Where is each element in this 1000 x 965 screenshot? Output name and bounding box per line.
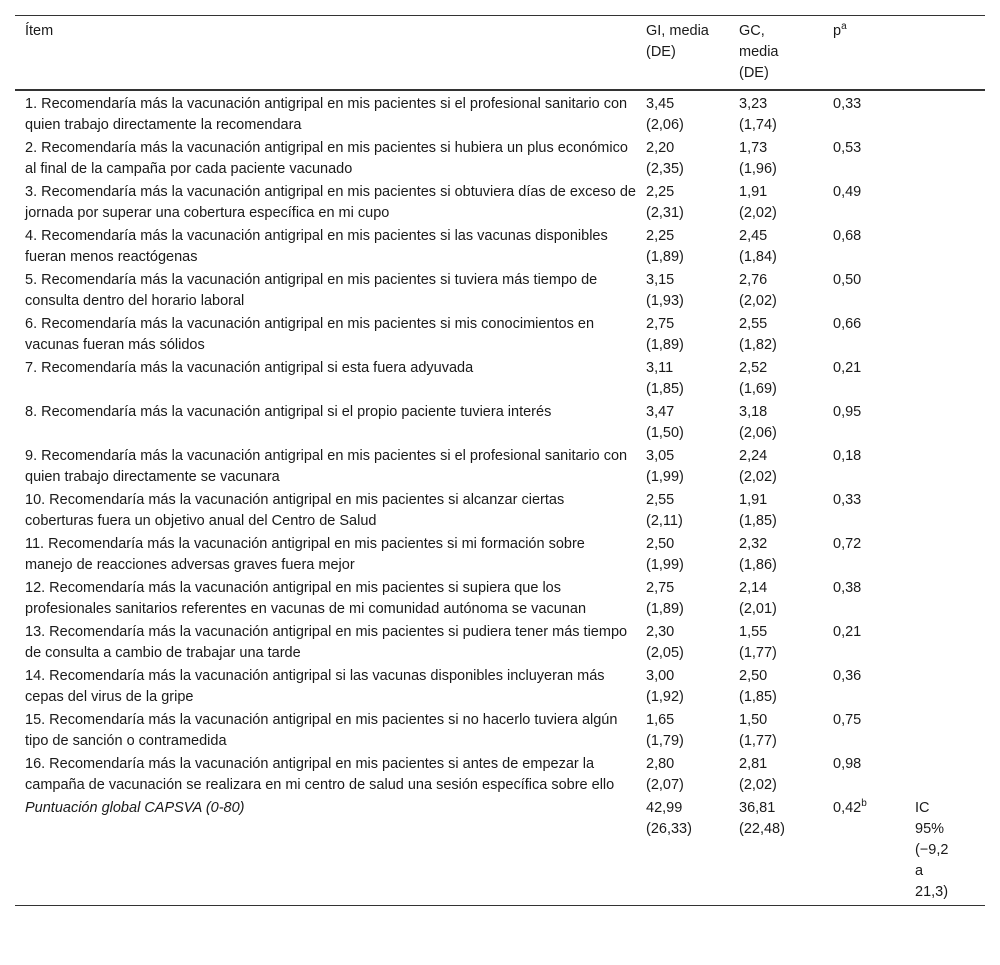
gi-cell [636, 402, 729, 446]
total-ci-2: 95% [915, 821, 945, 837]
item-text: 16. Recomendaría más la vacunación antigripal en mis pacientes si antes de empezar la campaña de vacunación se realizara en mi centro de salud una sesión específica sobre ello [25, 756, 615, 793]
item-text: 5. Recomendaría más la vacunación antigripal en mis pacientes si tuviera más tiempo de consulta dentro del horario laboral [25, 272, 598, 309]
gi-sd: (1,99) [646, 469, 684, 485]
gi-mean: 2,25 [646, 184, 675, 200]
table-row [15, 182, 985, 226]
total-gc-mean: 36,81 [739, 800, 776, 816]
gi-cell [636, 534, 729, 578]
item-text: 12. Recomendaría más la vacunación antigripal en mis pacientes si supiera que los profesionales sanitarios referentes en vacunas de mi comunidad autónoma se vacunan [25, 580, 587, 617]
item-cell [15, 314, 636, 358]
item-text: 1. Recomendaría más la vacunación antigripal en mis pacientes si el profesional sanitario con quien trabajo directamente la recomendara [25, 96, 628, 133]
empty-cell [905, 358, 985, 402]
item-cell [15, 534, 636, 578]
p-value: 0,21 [833, 360, 862, 376]
gc-cell [729, 138, 823, 182]
gi-mean: 2,30 [646, 624, 675, 640]
table-row [15, 138, 985, 182]
table-row [15, 534, 985, 578]
gc-sd: (1,77) [739, 733, 777, 749]
table-row [15, 314, 985, 358]
item-text: 3. Recomendaría más la vacunación antigripal en mis pacientes si obtuviera días de exceso de jornada por superar una cobertura específica en mi cupo [25, 184, 636, 221]
gi-sd: (1,99) [646, 557, 684, 573]
gc-sd: (2,06) [739, 425, 777, 441]
item-text: 11. Recomendaría más la vacunación antigripal en mis pacientes si mi formación sobre manejo de reacciones adversas graves fuera mejor [25, 536, 585, 573]
gi-cell [636, 182, 729, 226]
item-text: 4. Recomendaría más la vacunación antigripal en mis pacientes si las vacunas disponibles fueran menos reactógenas [25, 228, 608, 265]
header-item: Ítem [25, 23, 54, 39]
item-text: 14. Recomendaría más la vacunación antigripal si las vacunas disponibles incluyeran más cepas del virus de la gripe [25, 668, 605, 705]
item-cell [15, 754, 636, 798]
total-ci-5: 21,3) [915, 884, 949, 900]
gi-mean: 1,65 [646, 712, 675, 728]
gi-sd: (2,31) [646, 205, 684, 221]
gi-mean: 3,00 [646, 668, 675, 684]
gc-cell [729, 358, 823, 402]
p-value: 0,38 [833, 580, 862, 596]
gi-sd: (2,06) [646, 117, 684, 133]
gi-mean: 3,15 [646, 272, 675, 288]
gi-mean: 2,55 [646, 492, 675, 508]
empty-cell [905, 226, 985, 270]
total-p [823, 798, 905, 906]
gc-cell [729, 490, 823, 534]
p-value: 0,36 [833, 668, 862, 684]
gi-cell [636, 666, 729, 710]
p-cell [823, 90, 905, 138]
header-gc-line2: media [739, 44, 779, 60]
total-gi [636, 798, 729, 906]
empty-cell [905, 710, 985, 754]
gc-sd: (1,69) [739, 381, 777, 397]
gi-mean: 2,75 [646, 316, 675, 332]
table-row [15, 666, 985, 710]
gc-mean: 1,91 [739, 184, 768, 200]
gc-sd: (1,74) [739, 117, 777, 133]
gi-cell [636, 446, 729, 490]
p-cell [823, 754, 905, 798]
gi-sd: (1,79) [646, 733, 684, 749]
p-cell [823, 226, 905, 270]
gi-cell [636, 90, 729, 138]
table-row [15, 402, 985, 446]
table-header-row [15, 16, 985, 91]
total-p-footnote: b [861, 798, 867, 809]
table-row [15, 622, 985, 666]
gi-sd: (2,11) [646, 513, 683, 529]
item-text: 10. Recomendaría más la vacunación antigripal en mis pacientes si alcanzar ciertas coberturas fuera un objetivo anual del Centro de Salud [25, 492, 565, 529]
gc-mean: 3,18 [739, 404, 768, 420]
gi-sd: (2,07) [646, 777, 684, 793]
empty-cell [905, 666, 985, 710]
gc-sd: (1,77) [739, 645, 777, 661]
item-text: 6. Recomendaría más la vacunación antigripal en mis pacientes si mis conocimientos en vacunas fueran más sólidos [25, 316, 595, 353]
empty-cell [905, 446, 985, 490]
gi-sd: (1,92) [646, 689, 684, 705]
total-gc-sd: (22,48) [739, 821, 785, 837]
gi-mean: 2,50 [646, 536, 675, 552]
header-p-label: p [833, 23, 842, 39]
gc-cell [729, 666, 823, 710]
gc-cell [729, 90, 823, 138]
p-value: 0,75 [833, 712, 862, 728]
results-table [15, 15, 985, 906]
gi-mean: 2,25 [646, 228, 675, 244]
table-row [15, 358, 985, 402]
p-value: 0,95 [833, 404, 862, 420]
table-row [15, 226, 985, 270]
item-cell [15, 490, 636, 534]
table-body [15, 90, 985, 906]
p-value: 0,66 [833, 316, 862, 332]
empty-cell [905, 622, 985, 666]
table-row [15, 754, 985, 798]
p-value: 0,53 [833, 140, 862, 156]
total-gc [729, 798, 823, 906]
p-cell [823, 402, 905, 446]
gc-mean: 2,76 [739, 272, 768, 288]
total-ci-4: a [915, 863, 924, 879]
p-value: 0,18 [833, 448, 862, 464]
p-value: 0,68 [833, 228, 862, 244]
gc-sd: (2,02) [739, 205, 777, 221]
gi-cell [636, 578, 729, 622]
header-p-footnote: a [841, 21, 847, 32]
gi-cell [636, 622, 729, 666]
gc-mean: 2,81 [739, 756, 768, 772]
gc-cell [729, 182, 823, 226]
total-row [15, 798, 985, 906]
gi-cell [636, 270, 729, 314]
item-text: 9. Recomendaría más la vacunación antigripal en mis pacientes si el profesional sanitario con quien trabajo directamente se vacunara [25, 448, 628, 485]
header-gi: GI, media (DE) [646, 23, 709, 60]
p-value: 0,72 [833, 536, 862, 552]
gc-sd: (1,86) [739, 557, 777, 573]
item-text: 7. Recomendaría más la vacunación antigripal si esta fuera adyuvada [25, 360, 474, 376]
header-extra [905, 16, 985, 91]
item-text: 2. Recomendaría más la vacunación antigripal en mis pacientes si hubiera un plus económico al final de la campaña por cada paciente vacunado [25, 140, 628, 177]
gc-mean: 1,55 [739, 624, 768, 640]
table-row [15, 270, 985, 314]
total-ci-3: (−9,2 [915, 842, 949, 858]
p-value: 0,98 [833, 756, 862, 772]
gi-mean: 3,45 [646, 96, 675, 112]
gc-sd: (2,02) [739, 777, 777, 793]
item-cell [15, 182, 636, 226]
header-gc-line1: GC, [739, 23, 765, 39]
gi-cell [636, 314, 729, 358]
total-gi-sd: (26,33) [646, 821, 692, 837]
gi-sd: (1,89) [646, 601, 684, 617]
table-row [15, 490, 985, 534]
total-ci [905, 798, 985, 906]
p-cell [823, 666, 905, 710]
empty-cell [905, 182, 985, 226]
gc-cell [729, 534, 823, 578]
gi-sd: (1,50) [646, 425, 684, 441]
p-value: 0,21 [833, 624, 862, 640]
item-text: 13. Recomendaría más la vacunación antigripal en mis pacientes si pudiera tener más tiempo de consulta a cambio de trabajar una tarde [25, 624, 628, 661]
gi-cell [636, 490, 729, 534]
gi-mean: 3,05 [646, 448, 675, 464]
gi-cell [636, 710, 729, 754]
gc-cell [729, 270, 823, 314]
gi-sd: (1,85) [646, 381, 684, 397]
gc-mean: 1,50 [739, 712, 768, 728]
gi-mean: 2,75 [646, 580, 675, 596]
p-value: 0,50 [833, 272, 862, 288]
table-row [15, 710, 985, 754]
gi-cell [636, 138, 729, 182]
gc-cell [729, 226, 823, 270]
gc-cell [729, 314, 823, 358]
gc-mean: 2,24 [739, 448, 768, 464]
gc-mean: 2,55 [739, 316, 768, 332]
gi-sd: (2,05) [646, 645, 684, 661]
item-cell [15, 138, 636, 182]
p-cell [823, 270, 905, 314]
gc-cell [729, 622, 823, 666]
item-cell [15, 622, 636, 666]
gc-mean: 2,50 [739, 668, 768, 684]
p-cell [823, 138, 905, 182]
gc-cell [729, 754, 823, 798]
p-cell [823, 710, 905, 754]
p-cell [823, 534, 905, 578]
empty-cell [905, 578, 985, 622]
gi-mean: 3,47 [646, 404, 675, 420]
p-cell [823, 446, 905, 490]
gc-mean: 3,23 [739, 96, 768, 112]
item-cell [15, 402, 636, 446]
empty-cell [905, 534, 985, 578]
item-cell [15, 90, 636, 138]
total-item: Puntuación global CAPSVA (0-80) [25, 800, 245, 816]
gc-mean: 1,91 [739, 492, 768, 508]
gi-sd: (1,89) [646, 249, 684, 265]
gc-cell [729, 402, 823, 446]
gi-mean: 3,11 [646, 360, 674, 376]
p-cell [823, 182, 905, 226]
gi-sd: (1,89) [646, 337, 684, 353]
empty-cell [905, 270, 985, 314]
gc-sd: (2,01) [739, 601, 777, 617]
p-cell [823, 314, 905, 358]
gc-mean: 2,14 [739, 580, 768, 596]
gc-cell [729, 710, 823, 754]
header-p [823, 16, 905, 91]
header-gc [729, 16, 823, 91]
empty-cell [905, 90, 985, 138]
gc-cell [729, 578, 823, 622]
item-cell [15, 666, 636, 710]
item-cell [15, 270, 636, 314]
p-cell [823, 622, 905, 666]
table-row [15, 446, 985, 490]
item-cell [15, 358, 636, 402]
gc-cell [729, 446, 823, 490]
item-cell [15, 226, 636, 270]
item-cell [15, 446, 636, 490]
empty-cell [905, 490, 985, 534]
empty-cell [905, 402, 985, 446]
total-gi-mean: 42,99 [646, 800, 683, 816]
empty-cell [905, 314, 985, 358]
gi-cell [636, 358, 729, 402]
gi-cell [636, 226, 729, 270]
total-ci-1: IC [915, 800, 930, 816]
header-gc-line3: (DE) [739, 65, 769, 81]
item-cell [15, 578, 636, 622]
p-value: 0,33 [833, 96, 862, 112]
item-text: 15. Recomendaría más la vacunación antigripal en mis pacientes si no hacerlo tuviera algún tipo de sanción o contramedida [25, 712, 618, 749]
table-row [15, 90, 985, 138]
total-p-value: 0,42 [833, 800, 862, 816]
p-value: 0,49 [833, 184, 862, 200]
gc-sd: (1,85) [739, 513, 777, 529]
gc-mean: 2,45 [739, 228, 768, 244]
gi-mean: 2,80 [646, 756, 675, 772]
gi-cell [636, 754, 729, 798]
gi-sd: (2,35) [646, 161, 684, 177]
gc-sd: (1,96) [739, 161, 777, 177]
gi-mean: 2,20 [646, 140, 675, 156]
gc-mean: 2,32 [739, 536, 768, 552]
p-cell [823, 578, 905, 622]
p-value: 0,33 [833, 492, 862, 508]
gc-mean: 1,73 [739, 140, 768, 156]
item-text: 8. Recomendaría más la vacunación antigripal si el propio paciente tuviera interés [25, 404, 552, 420]
p-cell [823, 490, 905, 534]
p-cell [823, 358, 905, 402]
gc-mean: 2,52 [739, 360, 768, 376]
gc-sd: (1,85) [739, 689, 777, 705]
gi-sd: (1,93) [646, 293, 684, 309]
gc-sd: (1,82) [739, 337, 777, 353]
gc-sd: (1,84) [739, 249, 777, 265]
empty-cell [905, 138, 985, 182]
table-row [15, 578, 985, 622]
empty-cell [905, 754, 985, 798]
item-cell [15, 710, 636, 754]
gc-sd: (2,02) [739, 469, 777, 485]
gc-sd: (2,02) [739, 293, 777, 309]
